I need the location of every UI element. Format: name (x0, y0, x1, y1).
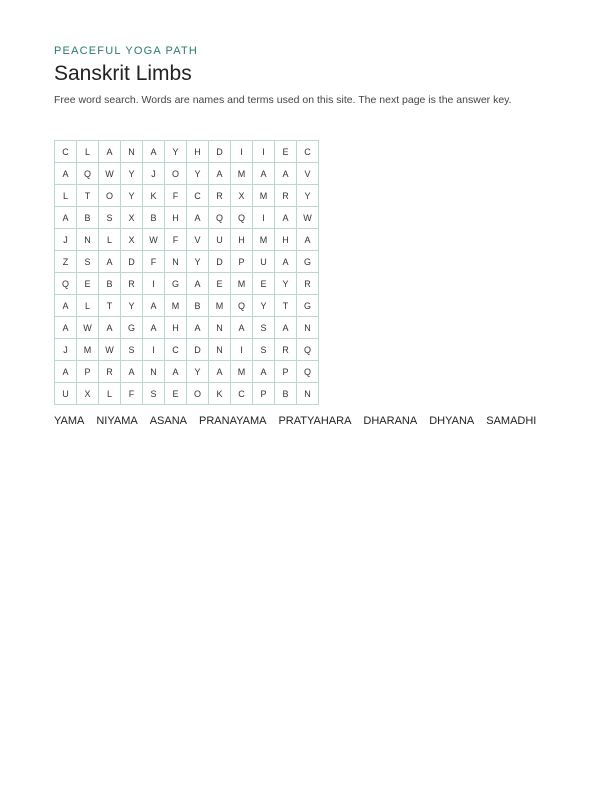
grid-cell: V (187, 229, 209, 251)
grid-row (55, 163, 319, 185)
word-list (54, 415, 548, 427)
grid-cell: M (77, 339, 99, 361)
grid-cell: H (187, 141, 209, 163)
grid-cell: N (209, 339, 231, 361)
grid-cell: W (143, 229, 165, 251)
grid-row (55, 185, 319, 207)
grid-row (55, 295, 319, 317)
grid-cell: P (253, 383, 275, 405)
grid-cell: B (77, 207, 99, 229)
grid-cell: Q (209, 207, 231, 229)
grid-cell: C (165, 339, 187, 361)
grid-cell: I (143, 339, 165, 361)
grid-row (55, 339, 319, 361)
grid-cell: W (297, 207, 319, 229)
word-list-item: DHARANA (363, 415, 418, 427)
grid-cell: D (187, 339, 209, 361)
grid-cell: E (209, 273, 231, 295)
grid-cell: L (55, 185, 77, 207)
word-list-item: YAMA (54, 415, 85, 427)
grid-cell: I (253, 207, 275, 229)
grid-cell: M (231, 273, 253, 295)
grid-cell: Y (253, 295, 275, 317)
grid-cell: D (121, 251, 143, 273)
grid-cell: I (231, 141, 253, 163)
grid-cell: Q (231, 207, 253, 229)
grid-row (55, 361, 319, 383)
grid-cell: A (275, 251, 297, 273)
grid-cell: Y (187, 361, 209, 383)
grid-cell: T (77, 185, 99, 207)
grid-cell: N (121, 141, 143, 163)
grid-cell: A (275, 163, 297, 185)
grid-cell: E (275, 141, 297, 163)
grid-cell: W (99, 163, 121, 185)
grid-row (55, 207, 319, 229)
page-title: Sanskrit Limbs (54, 62, 192, 85)
grid-cell: Y (121, 295, 143, 317)
grid-cell: V (297, 163, 319, 185)
grid-cell: M (231, 163, 253, 185)
grid-cell: U (209, 229, 231, 251)
grid-cell: S (143, 383, 165, 405)
grid-cell: A (275, 207, 297, 229)
word-search-grid (54, 140, 319, 405)
page-subtitle: Free word search. Words are names and terms used on this site. The next page is the answer key. (54, 94, 512, 106)
grid-cell: Q (297, 339, 319, 361)
grid-cell: G (121, 317, 143, 339)
grid-cell: Q (77, 163, 99, 185)
grid-cell: A (231, 317, 253, 339)
grid-cell: C (187, 185, 209, 207)
grid-cell: N (143, 361, 165, 383)
grid-cell: A (187, 207, 209, 229)
grid-cell: A (55, 295, 77, 317)
grid-cell: A (209, 163, 231, 185)
grid-cell: A (187, 273, 209, 295)
grid-cell: F (121, 383, 143, 405)
grid-cell: A (55, 361, 77, 383)
grid-cell: L (99, 383, 121, 405)
grid-cell: X (121, 229, 143, 251)
grid-cell: A (143, 141, 165, 163)
grid-cell: C (55, 141, 77, 163)
grid-cell: P (77, 361, 99, 383)
grid-cell: Y (187, 251, 209, 273)
grid-cell: O (187, 383, 209, 405)
grid-cell: B (143, 207, 165, 229)
grid-cell: Y (187, 163, 209, 185)
grid-cell: A (55, 207, 77, 229)
grid-cell: Y (165, 141, 187, 163)
grid-cell: B (99, 273, 121, 295)
grid-cell: X (121, 207, 143, 229)
grid-cell: U (55, 383, 77, 405)
grid-cell: P (231, 251, 253, 273)
grid-cell: J (55, 229, 77, 251)
grid-cell: R (121, 273, 143, 295)
grid-cell: Y (297, 185, 319, 207)
word-list-item: DHYANA (429, 415, 475, 427)
grid-cell: S (77, 251, 99, 273)
grid-cell: E (253, 273, 275, 295)
grid-cell: N (297, 317, 319, 339)
grid-cell: S (253, 317, 275, 339)
grid-cell: H (275, 229, 297, 251)
grid-cell: N (297, 383, 319, 405)
grid-cell: U (253, 251, 275, 273)
grid-cell: N (165, 251, 187, 273)
grid-cell: L (77, 141, 99, 163)
grid-cell: A (143, 317, 165, 339)
grid-cell: Q (55, 273, 77, 295)
grid-cell: Y (121, 163, 143, 185)
grid-cell: D (209, 251, 231, 273)
grid-cell: A (99, 317, 121, 339)
grid-cell: H (231, 229, 253, 251)
grid-cell: H (165, 317, 187, 339)
grid-cell: D (209, 141, 231, 163)
grid-cell: M (253, 229, 275, 251)
grid-cell: Q (231, 295, 253, 317)
grid-row (55, 251, 319, 273)
grid-row (55, 317, 319, 339)
grid-cell: X (231, 185, 253, 207)
grid-cell: M (165, 295, 187, 317)
grid-cell: A (121, 361, 143, 383)
grid-cell: T (275, 295, 297, 317)
grid-cell: A (253, 361, 275, 383)
grid-cell: A (55, 163, 77, 185)
grid-cell: E (165, 383, 187, 405)
grid-cell: S (121, 339, 143, 361)
grid-cell: B (275, 383, 297, 405)
word-list-item: PRANAYAMA (199, 415, 267, 427)
grid-cell: A (187, 317, 209, 339)
grid-cell: Y (121, 185, 143, 207)
grid-cell: N (77, 229, 99, 251)
word-list-item: PRATYAHARA (278, 415, 352, 427)
grid-cell: M (209, 295, 231, 317)
grid-cell: O (99, 185, 121, 207)
grid-cell: R (275, 185, 297, 207)
word-list-item: ASANA (149, 415, 188, 427)
grid-cell: B (187, 295, 209, 317)
grid-cell: E (77, 273, 99, 295)
grid-cell: A (143, 295, 165, 317)
grid-cell: C (231, 383, 253, 405)
grid-cell: N (209, 317, 231, 339)
grid-cell: K (209, 383, 231, 405)
grid-cell: F (165, 229, 187, 251)
grid-row (55, 141, 319, 163)
grid-cell: M (253, 185, 275, 207)
word-list-item: SAMADHI (486, 415, 537, 427)
grid-cell: R (209, 185, 231, 207)
word-list-item: NIYAMA (96, 415, 138, 427)
grid-cell: Q (297, 361, 319, 383)
grid-cell: T (99, 295, 121, 317)
grid-cell: G (165, 273, 187, 295)
grid-cell: F (143, 251, 165, 273)
grid-cell: L (77, 295, 99, 317)
grid-cell: A (253, 163, 275, 185)
grid-row (55, 229, 319, 251)
grid-cell: Y (275, 273, 297, 295)
grid-cell: X (77, 383, 99, 405)
grid-cell: J (55, 339, 77, 361)
grid-cell: I (231, 339, 253, 361)
grid-row (55, 383, 319, 405)
grid-cell: M (231, 361, 253, 383)
grid-row (55, 273, 319, 295)
grid-cell: K (143, 185, 165, 207)
grid-cell: A (209, 361, 231, 383)
grid-cell: G (297, 251, 319, 273)
grid-cell: H (165, 207, 187, 229)
grid-cell: R (275, 339, 297, 361)
grid-cell: A (55, 317, 77, 339)
grid-cell: J (143, 163, 165, 185)
grid-cell: I (253, 141, 275, 163)
grid-cell: O (165, 163, 187, 185)
grid-cell: G (297, 295, 319, 317)
grid-cell: R (297, 273, 319, 295)
grid-cell: A (275, 317, 297, 339)
grid-cell: A (99, 141, 121, 163)
grid-cell: L (99, 229, 121, 251)
grid-cell: W (77, 317, 99, 339)
grid-cell: P (275, 361, 297, 383)
grid-cell: A (99, 251, 121, 273)
grid-cell: W (99, 339, 121, 361)
grid-cell: S (99, 207, 121, 229)
grid-cell: R (99, 361, 121, 383)
grid-cell: Z (55, 251, 77, 273)
grid-cell: C (297, 141, 319, 163)
grid-cell: S (253, 339, 275, 361)
grid-cell: A (297, 229, 319, 251)
grid-cell: I (143, 273, 165, 295)
grid-cell: A (165, 361, 187, 383)
brand-label: PEACEFUL YOGA PATH (54, 45, 199, 57)
grid-cell: F (165, 185, 187, 207)
